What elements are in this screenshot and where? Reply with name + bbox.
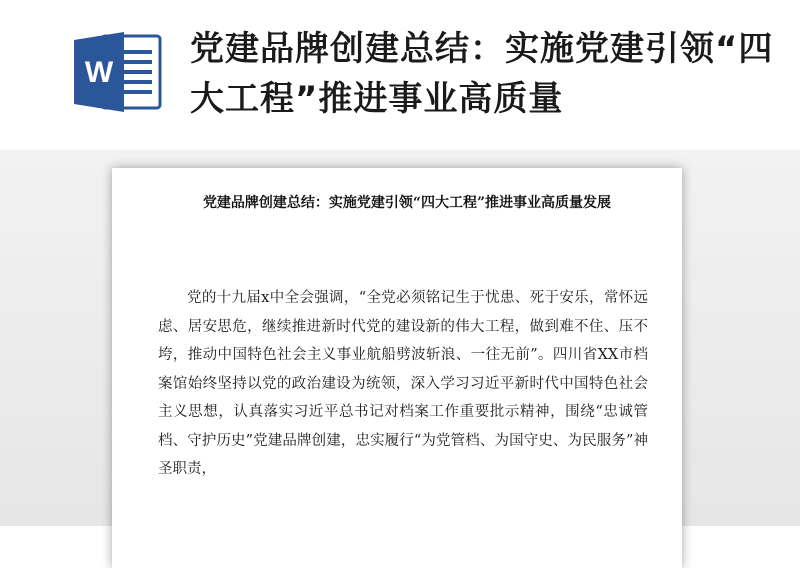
document-body: 党的十九届x中全会强调，“全党必须铭记生于忧患、死于安乐，常怀远虑、居安思危，继续推进新时代党的建设新的伟大工程，做到难不住、压不垮，推动中国特色社会主义事业航船劈波斩浪、一往无前”。四川省XX市档案馆始终坚持以党的政治建设为统领，深入学习习近平新时代中国特色社会主义思想，认真落实习近平总书记对档案工作重要批示精神，围绕“忠诚管档、守护历史”党建品牌创建，忠实履行“为党管档、为国守史、为民服务”神圣职责，	[158, 290, 648, 477]
document-page	[112, 168, 682, 568]
banner	[0, 0, 800, 150]
banner-title: 党建品牌创建总结：实施党建引领“四大工程”推进事业高质量	[190, 29, 774, 119]
document-title: 党建品牌创建总结：实施党建引领“四大工程”推进事业高质量发展	[202, 195, 612, 211]
svg-text:W: W	[84, 56, 114, 89]
word-doc-icon	[72, 30, 164, 114]
